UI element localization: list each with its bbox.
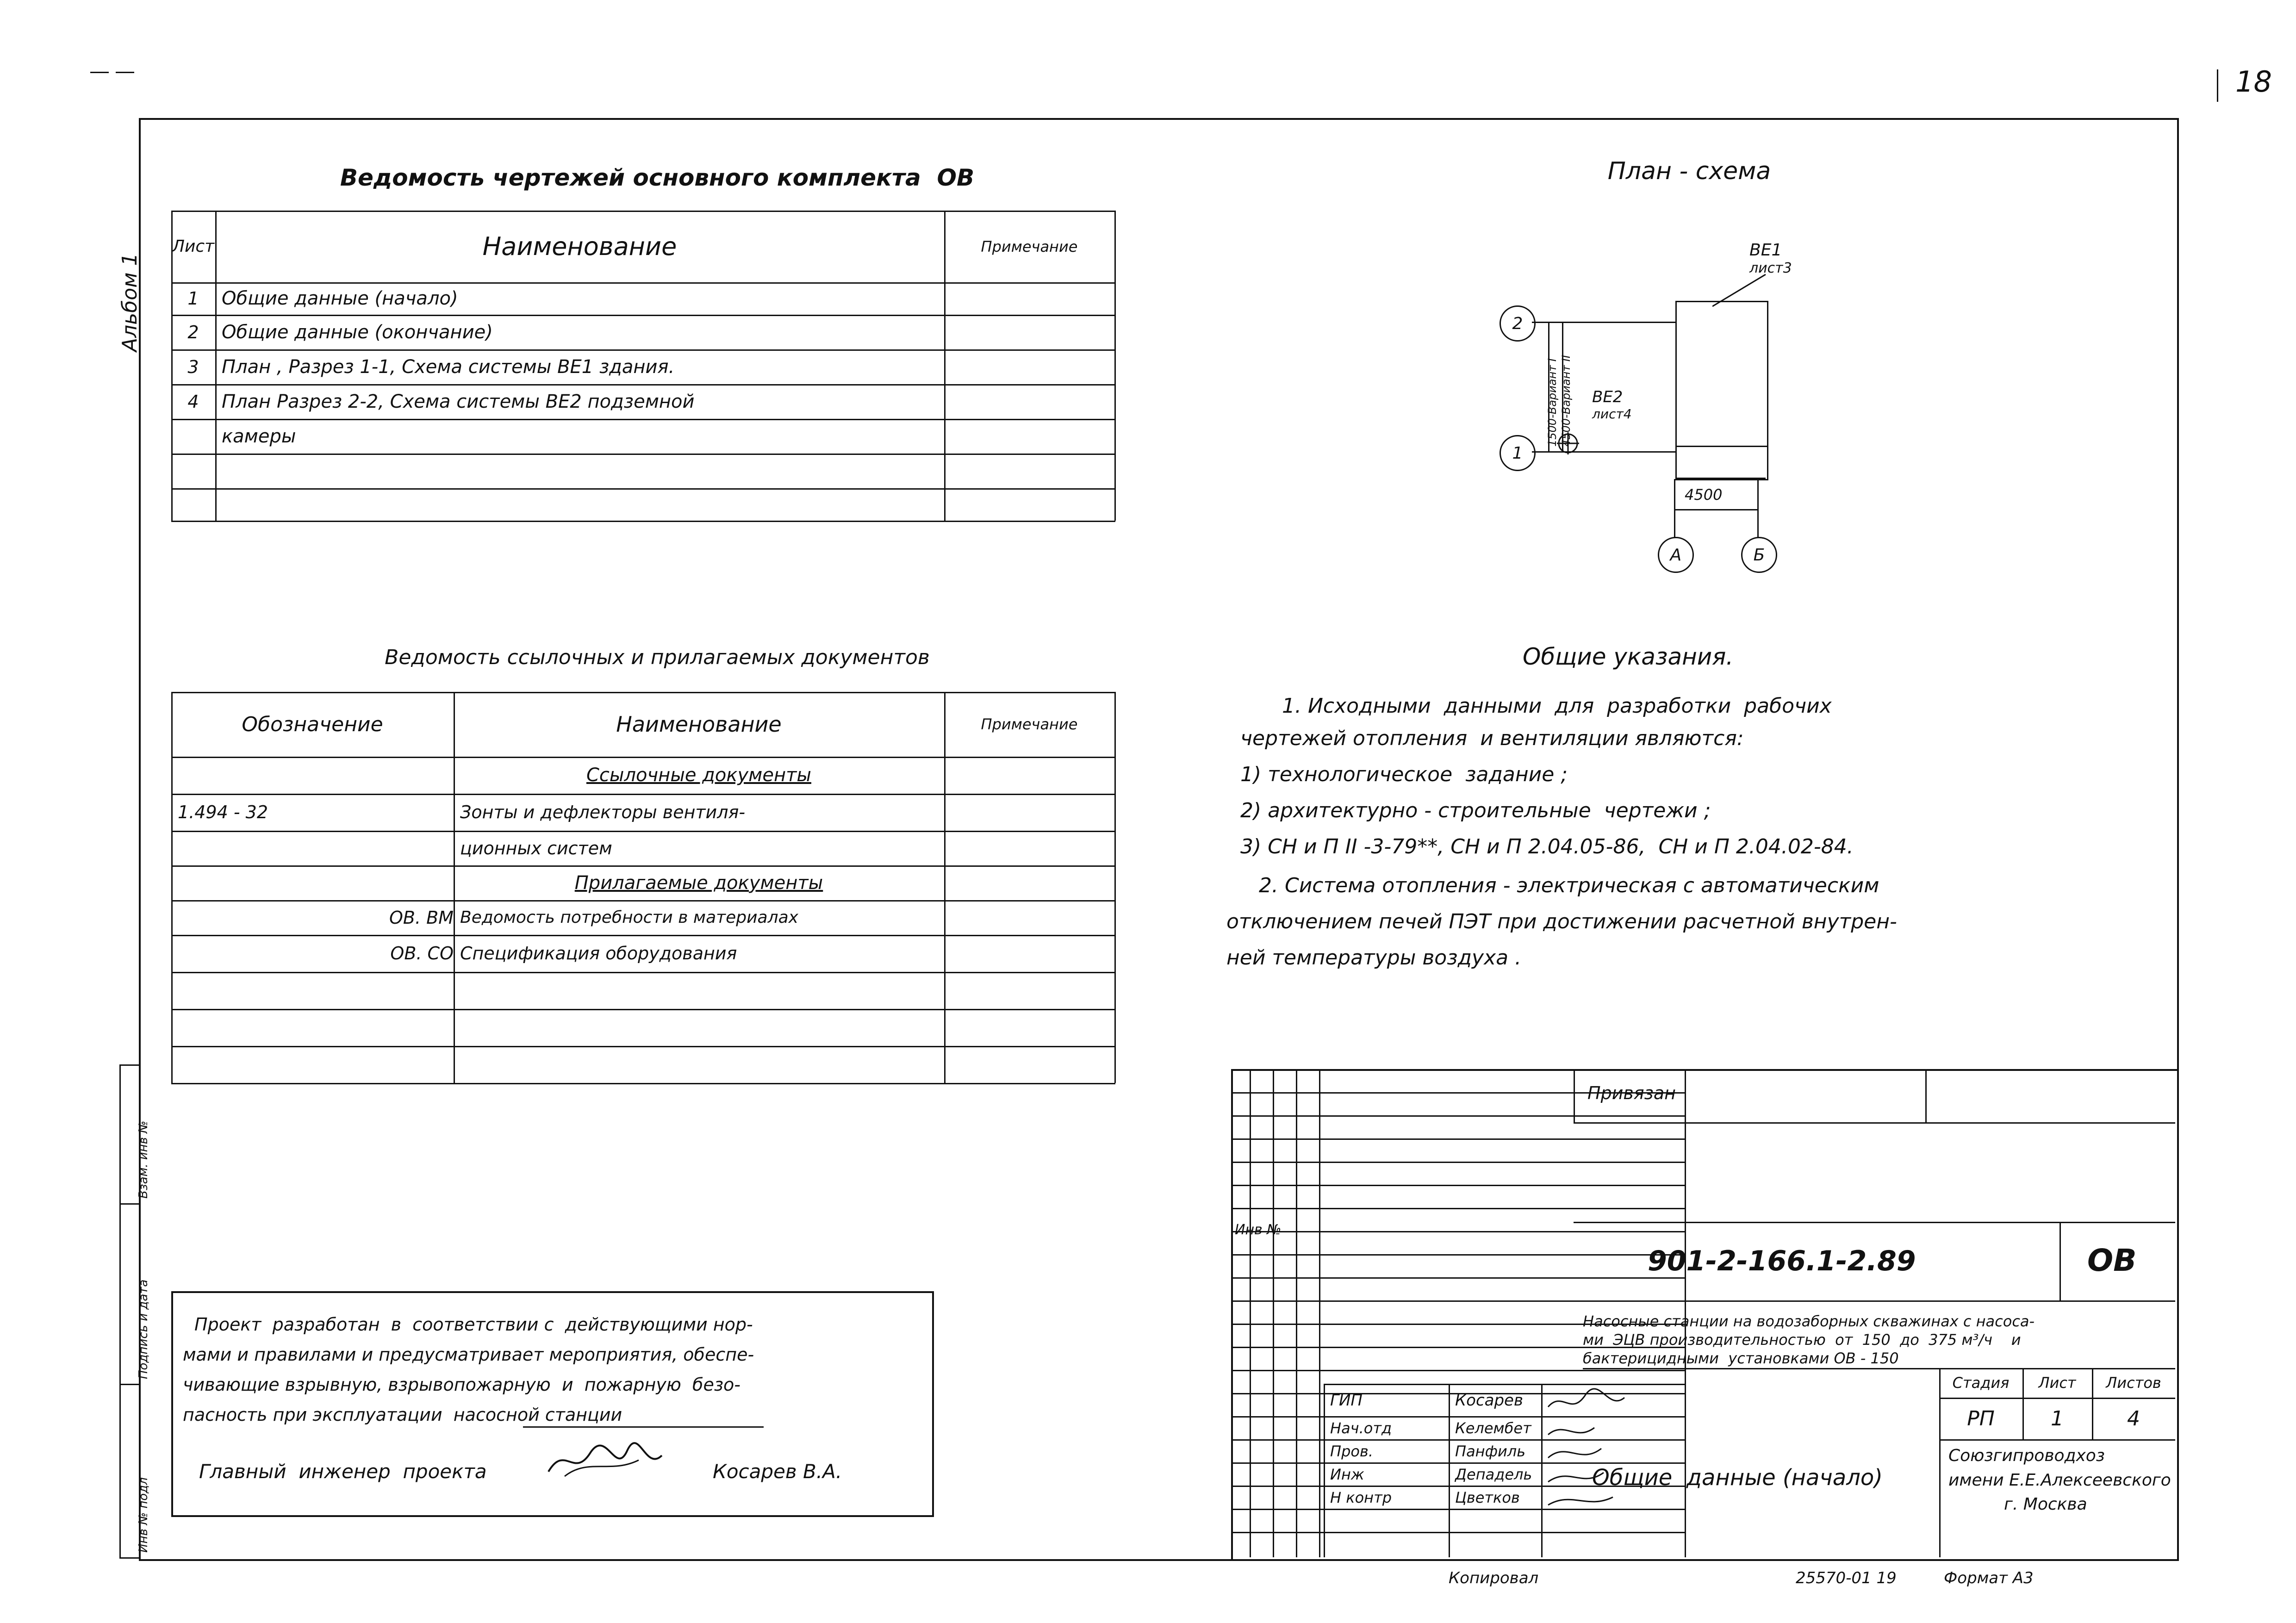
side-stamp-label-podpis — [137, 1280, 150, 1379]
crop-mark — [2217, 69, 2218, 102]
plan-line — [1675, 301, 1677, 479]
tb-role-name: Панфиль — [1455, 1443, 1526, 1460]
tb-sheets-header: Листов — [2106, 1374, 2161, 1392]
tb-role-name: Депадель — [1455, 1466, 1532, 1483]
crop-mark — [116, 72, 134, 73]
tb-line — [1231, 1231, 1685, 1232]
tb-copied-label: Копировал — [1449, 1569, 1539, 1587]
tb-line — [1231, 1208, 1685, 1209]
plan-scheme-title: План - схема — [1607, 157, 1771, 185]
tb-role: Нач.отд — [1330, 1419, 1392, 1437]
refs-header-code: Обозначение — [242, 712, 383, 736]
tb-signatures — [1543, 1384, 1682, 1513]
tb-sheet-value: 1 — [2051, 1406, 2064, 1430]
side-stamp-line — [119, 1557, 140, 1559]
refs-row-code: 1.494 - 32 — [178, 802, 268, 822]
tb-line — [1574, 1222, 2175, 1223]
drawings-row-name: План , Разрез 1-1, Схема системы ВЕ1 здания. — [222, 356, 675, 378]
plan-dim-left-1-text: 1500-Вариант I — [1546, 358, 1559, 447]
tb-org-line: г. Москва — [2004, 1495, 2087, 1514]
drawings-row-name: План Разрез 2-2, Схема системы ВЕ2 подземной — [222, 391, 695, 412]
table-line — [171, 521, 1115, 522]
side-stamp-text: Взам. инв № — [137, 1120, 150, 1199]
side-stamp-text: Инв № подл — [137, 1477, 150, 1553]
tb-role: Н контр — [1330, 1489, 1392, 1506]
plan-axis-2-label: 2 — [1512, 314, 1523, 333]
sheet-number: 18 — [2235, 65, 2272, 99]
tb-mark: ОВ — [2087, 1243, 2137, 1278]
tb-line — [1296, 1069, 1297, 1557]
table-line — [171, 1046, 1115, 1047]
drawings-header-name: Наименование — [482, 232, 677, 261]
side-stamp-label-vzam — [137, 1121, 150, 1199]
plan-axis-a-label: А — [1670, 545, 1682, 565]
tb-line — [1231, 1277, 1685, 1279]
plan-axis-2 — [1500, 305, 1536, 342]
plan-dim-left-1 — [1546, 358, 1559, 447]
tb-org-line: имени Е.Е.Алексеевского — [1948, 1471, 2171, 1490]
tb-line — [1250, 1069, 1251, 1557]
general-notes-line: чертежей отопления и вентиляции являются: — [1240, 727, 1744, 750]
refs-header-name: Наименование — [616, 712, 782, 737]
general-notes-line: ней температуры воздуха . — [1226, 946, 1522, 970]
drawings-row-num: 3 — [187, 356, 199, 377]
note-block-line: пасность при эксплуатации насосной станции — [183, 1405, 622, 1425]
table-line — [171, 1083, 1115, 1084]
tb-line — [1319, 1069, 1320, 1557]
album-label — [118, 253, 142, 352]
drawings-row-num: 4 — [187, 391, 199, 412]
album-label-text: Альбом 1 — [118, 253, 142, 352]
table-line — [171, 488, 1115, 490]
drawings-row-name: камеры — [222, 425, 296, 447]
table-line — [1114, 692, 1116, 1083]
tb-line — [1939, 1439, 2175, 1441]
plan-line — [1675, 478, 1766, 479]
general-notes-title: Общие указания. — [1523, 643, 1734, 670]
note-block-line: Проект разработан в соответствии с действующими нор- — [194, 1314, 753, 1335]
tb-line — [1574, 1300, 2175, 1302]
plan-dim-left-2 — [1560, 355, 1573, 447]
tb-line — [1574, 1069, 1575, 1122]
tb-object-line: ми ЭЦВ производительностью от 150 до 375 м³/ч и — [1583, 1331, 2021, 1349]
crop-mark — [90, 72, 109, 73]
plan-axis-a — [1658, 537, 1694, 573]
note-block-line: чивающие взрывную, взрывопожарную и пожарную безо- — [183, 1374, 740, 1395]
tb-privyazan-label: Привязан — [1587, 1083, 1676, 1103]
drawings-row-num: 1 — [187, 288, 199, 309]
refs-header-note: Примечание — [981, 715, 1078, 733]
tb-line — [1231, 1370, 1685, 1371]
tb-line — [2060, 1222, 2061, 1300]
plan-axis-1 — [1500, 435, 1536, 471]
refs-row-name: Ведомость потребности в материалах — [460, 908, 798, 927]
refs-row-name: Зонты и дефлекторы вентиля- — [460, 802, 746, 822]
table-line — [171, 972, 1115, 973]
table-line — [171, 454, 1115, 455]
side-stamp-text: Подпись и дата — [137, 1279, 150, 1379]
side-stamp-line — [119, 1203, 140, 1205]
general-notes-line: 3) СН и П II -3-79**, СН и П 2.04.05-86, СН и П 2.04.02-84. — [1240, 835, 1854, 858]
plan-dim-bottom: 4500 — [1685, 486, 1723, 504]
side-stamp-line — [119, 1384, 140, 1385]
plan-axis-b — [1741, 537, 1777, 573]
tb-line — [1231, 1532, 1685, 1533]
tb-format-label: Формат А3 — [1944, 1569, 2034, 1587]
tb-bottom-code: 25570-01 19 — [1796, 1569, 1897, 1587]
signature-scribble — [546, 1439, 666, 1481]
tb-role: ГИП — [1330, 1391, 1363, 1410]
plan-dim-left-2-text: 4500-Вариант II — [1560, 355, 1573, 447]
note-block-line: мами и правилами и предусматривает мероприятия, обеспе- — [183, 1344, 754, 1365]
tb-role-name: Келембет — [1455, 1419, 1531, 1437]
tb-org-line: Союзгипроводхоз — [1948, 1446, 2105, 1465]
tb-object-line: Насосные станции на водозаборных скважинах с насоса- — [1583, 1312, 2035, 1330]
side-stamp-label-inv — [137, 1477, 150, 1553]
plan-leader — [1712, 273, 1768, 308]
plan-label-ve1: ВЕ1 — [1749, 241, 1782, 260]
refs-table-title: Ведомость ссылочных и прилагаемых документов — [385, 646, 930, 669]
general-notes-line: 2) архитектурно - строительные чертежи ; — [1240, 799, 1711, 822]
tb-line — [1273, 1069, 1274, 1557]
table-line — [171, 1009, 1115, 1010]
tb-line — [1231, 1185, 1685, 1186]
drawings-row-name: Общие данные (окончание) — [222, 321, 493, 343]
plan-axis-line — [1532, 451, 1675, 453]
tb-sheets-value: 4 — [2127, 1406, 2140, 1430]
drawings-header-sheet: Лист — [172, 237, 215, 256]
tb-stage-header: Стадия — [1952, 1374, 2010, 1392]
refs-row-name: ционных систем — [460, 838, 612, 858]
tb-line — [1231, 1254, 1685, 1256]
plan-dim-line — [1674, 509, 1758, 510]
tb-line — [1231, 1138, 1685, 1140]
side-stamp-line — [119, 1064, 140, 1066]
note-underline — [523, 1426, 764, 1428]
tb-line — [1574, 1122, 2175, 1124]
general-notes-line: отключением печей ПЭТ при достижении расчетной внутрен- — [1226, 910, 1897, 933]
tb-role-name: Цветков — [1455, 1489, 1520, 1506]
plan-axis-1-label: 1 — [1512, 443, 1523, 463]
tb-role-name: Косарев — [1455, 1391, 1524, 1410]
note-signature-label: Главный инженер проекта — [199, 1460, 487, 1483]
tb-line — [1939, 1368, 1941, 1557]
plan-rect-lower — [1675, 301, 1768, 480]
plan-label-ve2-sheet: лист4 — [1592, 406, 1632, 422]
tb-line — [1231, 1162, 1685, 1163]
plan-label-ve1-sheet: лист3 — [1749, 260, 1792, 276]
drawings-row-name: Общие данные (начало) — [222, 288, 458, 309]
refs-row-name: Спецификация оборудования — [460, 943, 737, 964]
general-notes-line: 2. Система отопления - электрическая с автоматическим — [1259, 874, 1879, 897]
drawings-header-note: Примечание — [981, 237, 1078, 255]
refs-row-name: Ссылочные документы — [586, 765, 811, 786]
tb-role: Пров. — [1330, 1443, 1373, 1460]
drawings-row-num: 2 — [187, 322, 199, 342]
tb-role: Инж — [1330, 1466, 1364, 1483]
tb-object-line: бактерицидными установками ОВ - 150 — [1583, 1349, 1899, 1367]
general-notes-line: 1. Исходными данными для разработки рабочих — [1282, 694, 1832, 718]
side-stamp-line — [119, 1064, 121, 1557]
plan-axis-b-label: Б — [1753, 545, 1765, 565]
note-signature-name: Косарев В.А. — [713, 1460, 842, 1483]
tb-code: 901-2-166.1-2.89 — [1648, 1245, 1916, 1277]
tb-stage-value: РП — [1967, 1406, 1995, 1430]
general-notes-line: 1) технологическое задание ; — [1240, 763, 1568, 786]
tb-doc-name: Общие данные (начало) — [1592, 1465, 1883, 1491]
tb-sheet-header: Лист — [2038, 1374, 2076, 1392]
refs-row-name: Прилагаемые документы — [574, 872, 823, 894]
plan-axis-line — [1674, 479, 1675, 538]
table-line — [1114, 211, 1116, 521]
plan-axis-line — [1532, 322, 1675, 323]
tb-inv-label: Инв № — [1235, 1222, 1282, 1238]
tb-line — [1925, 1069, 1927, 1122]
drawings-table-title: Ведомость чертежей основного комплекта ОВ — [340, 164, 975, 191]
plan-axis-line — [1757, 479, 1759, 538]
refs-row-code: ОВ. СО — [390, 943, 454, 964]
plan-label-ve2: ВЕ2 — [1592, 388, 1623, 406]
refs-row-code: ОВ. ВМ — [389, 907, 454, 928]
